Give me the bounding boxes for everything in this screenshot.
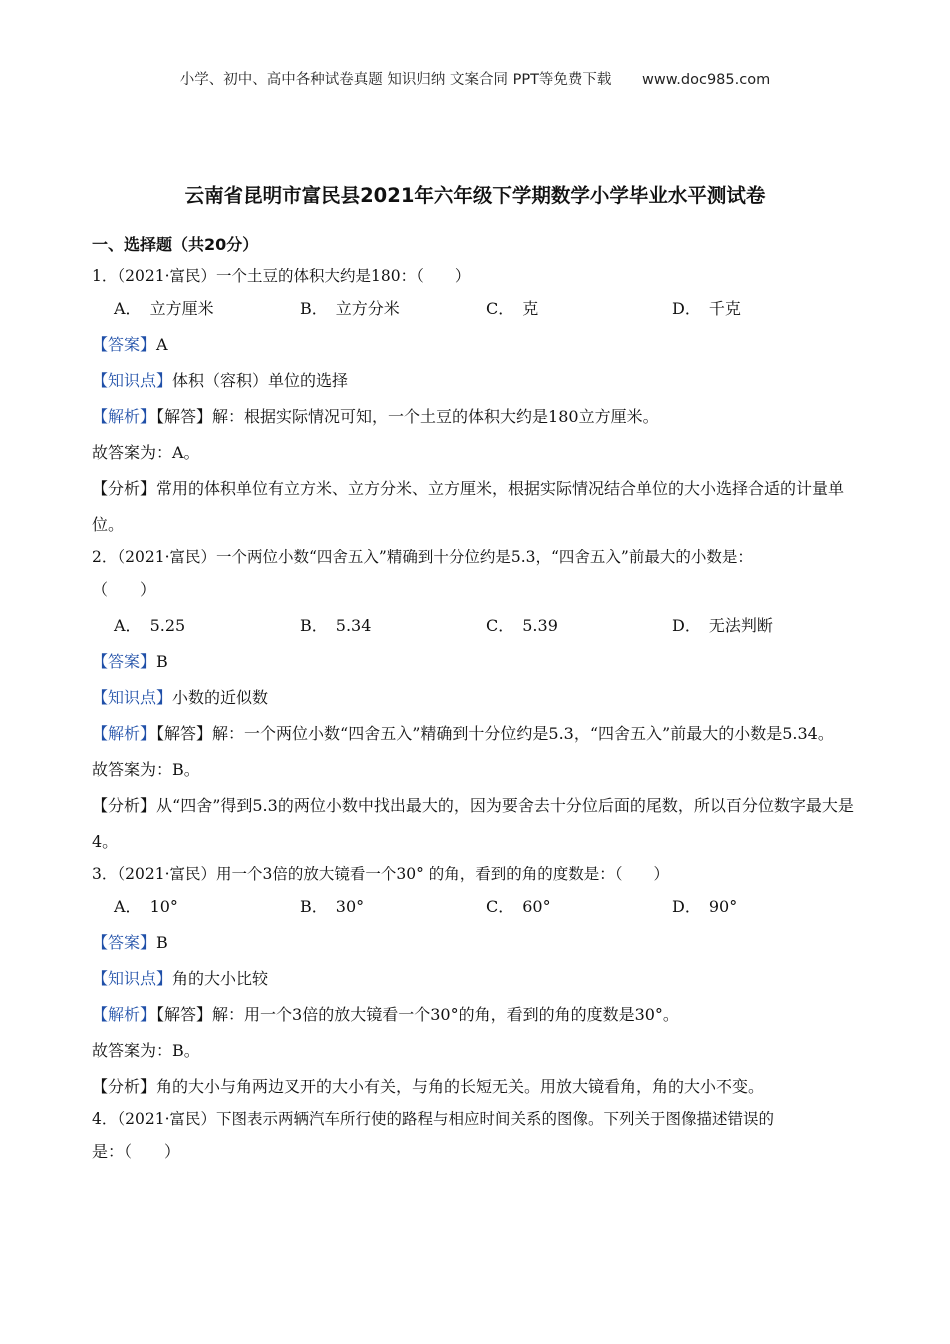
final-answer: 故答案为：A。 (92, 443, 200, 462)
question-text: （2021·富民）一个土豆的体积大约是180：（ ） (117, 267, 471, 285)
answer-line (92, 925, 862, 961)
option-text: 60° (522, 897, 551, 916)
option-key: B． (300, 616, 328, 635)
knowledge-label: 【知识点】 (92, 688, 173, 707)
option-a (114, 889, 300, 925)
knowledge-value: 体积（容积）单位的选择 (172, 371, 349, 390)
option-d (672, 608, 858, 644)
option-a (114, 291, 300, 327)
option-text: 90° (708, 897, 738, 916)
solution-text: 解：一个两位小数“四舍五入”精确到十分位约是5.3，“四舍五入”前最大的小数是5.34。 (212, 724, 834, 743)
knowledge-value: 角的大小比较 (172, 969, 269, 988)
analysis-label: 【解析】 (92, 724, 157, 743)
solution-text: 解：根据实际情况可知，一个土豆的体积大约是180立方厘米。 (212, 407, 659, 426)
option-text: 立方厘米 (149, 299, 214, 318)
options-row (92, 608, 862, 644)
option-text: 克 (522, 299, 539, 318)
question-number: 2． (92, 548, 118, 566)
fenxi-label: 【分析】 (92, 796, 157, 815)
solution-line (92, 997, 862, 1033)
question-stem-continued: （ ） (92, 580, 157, 599)
options-row (92, 291, 862, 327)
document-title: 云南省昆明市富民县2021年六年级下学期数学小学毕业水平测试卷 (184, 184, 766, 207)
knowledge-line (92, 680, 862, 716)
option-key: D． (672, 897, 701, 916)
option-text: 5.34 (335, 616, 372, 635)
option-key: D． (672, 299, 701, 318)
option-b (300, 608, 486, 644)
section-heading: 一、选择题（共20分） (92, 235, 259, 254)
option-text: 无法判断 (708, 616, 773, 635)
option-c (486, 608, 672, 644)
question-stem (92, 543, 862, 572)
solution-text: 解：用一个3倍的放大镜看一个30°的角，看到的角的度数是30°。 (212, 1005, 679, 1024)
options-row (92, 889, 862, 925)
question-3 (92, 860, 862, 1105)
question-stem (92, 262, 862, 291)
question-1 (92, 262, 862, 543)
knowledge-line (92, 961, 862, 997)
knowledge-label: 【知识点】 (92, 371, 173, 390)
question-stem (92, 1105, 862, 1134)
option-text: 5.39 (522, 616, 558, 635)
final-answer: 故答案为：B。 (92, 1041, 200, 1060)
analysis-text: 常用的体积单位有立方米、立方分米、立方厘米，根据实际情况结合单位的大小选择合适的计量单位。 (92, 479, 845, 534)
header-site-link[interactable]: www.doc985.com (642, 72, 771, 88)
answer-label: 【答案】 (92, 652, 157, 671)
solution-label: 【解答】 (156, 724, 213, 743)
option-key: A． (114, 616, 142, 635)
option-d (672, 291, 858, 327)
solution-label: 【解答】 (156, 407, 213, 426)
question-stem (92, 860, 862, 889)
question-stem-continued: 是：（ ） (92, 1142, 181, 1161)
option-b (300, 889, 486, 925)
solution-line (92, 399, 862, 435)
analysis-text: 从“四舍”得到5.3的两位小数中找出最大的，因为要舍去十分位后面的尾数，所以百分位数字最大是4。 (92, 796, 854, 851)
header-text: 小学、初中、高中各种试卷真题 知识归纳 文案合同 PPT等免费下载 (179, 72, 612, 88)
page-header (0, 68, 950, 89)
option-text: 30° (335, 897, 365, 916)
option-c (486, 291, 672, 327)
question-text: （2021·富民）用一个3倍的放大镜看一个30° 的角，看到的角的度数是：（ ） (117, 865, 670, 883)
knowledge-value: 小数的近似数 (172, 688, 269, 707)
knowledge-label: 【知识点】 (92, 969, 173, 988)
answer-value: A (156, 335, 168, 354)
option-key: C． (486, 299, 515, 318)
analysis-text: 角的大小与角两边叉开的大小有关，与角的长短无关。用放大镜看角，角的大小不变。 (156, 1077, 765, 1096)
option-text: 千克 (708, 299, 741, 318)
option-d (672, 889, 858, 925)
answer-line (92, 644, 862, 680)
option-key: D． (672, 616, 701, 635)
question-text: （2021·富民）下图表示两辆汽车所行使的路程与相应时间关系的图像。下列关于图像描述错误的 (117, 1110, 775, 1128)
option-key: A． (114, 299, 142, 318)
analysis-label: 【解析】 (92, 1005, 157, 1024)
answer-label: 【答案】 (92, 933, 157, 952)
document-body (92, 232, 862, 1170)
fenxi-label: 【分析】 (92, 1077, 157, 1096)
question-2 (92, 543, 862, 860)
answer-line (92, 327, 862, 363)
question-number: 1． (92, 267, 118, 285)
option-c (486, 889, 672, 925)
option-b (300, 291, 486, 327)
answer-value: B (156, 933, 168, 952)
option-a (114, 608, 300, 644)
option-text: 10° (149, 897, 178, 916)
analysis-line (92, 471, 862, 543)
analysis-label: 【解析】 (92, 407, 157, 426)
question-number: 4． (92, 1110, 118, 1128)
option-key: C． (486, 616, 515, 635)
answer-value: B (156, 652, 168, 671)
final-answer: 故答案为：B。 (92, 760, 200, 779)
option-key: C． (486, 897, 515, 916)
option-key: A． (114, 897, 142, 916)
answer-label: 【答案】 (92, 335, 157, 354)
solution-label: 【解答】 (156, 1005, 213, 1024)
option-key: B． (300, 299, 328, 318)
knowledge-line (92, 363, 862, 399)
fenxi-label: 【分析】 (92, 479, 157, 498)
analysis-line (92, 788, 862, 860)
option-key: B． (300, 897, 328, 916)
question-text: （2021·富民）一个两位小数“四舍五入”精确到十分位约是5.3，“四舍五入”前最大的小数是： (117, 548, 753, 566)
question-number: 3． (92, 865, 118, 883)
question-4 (92, 1105, 862, 1170)
solution-line (92, 716, 862, 752)
option-text: 5.25 (149, 616, 186, 635)
option-text: 立方分米 (335, 299, 400, 318)
analysis-line (92, 1069, 862, 1105)
